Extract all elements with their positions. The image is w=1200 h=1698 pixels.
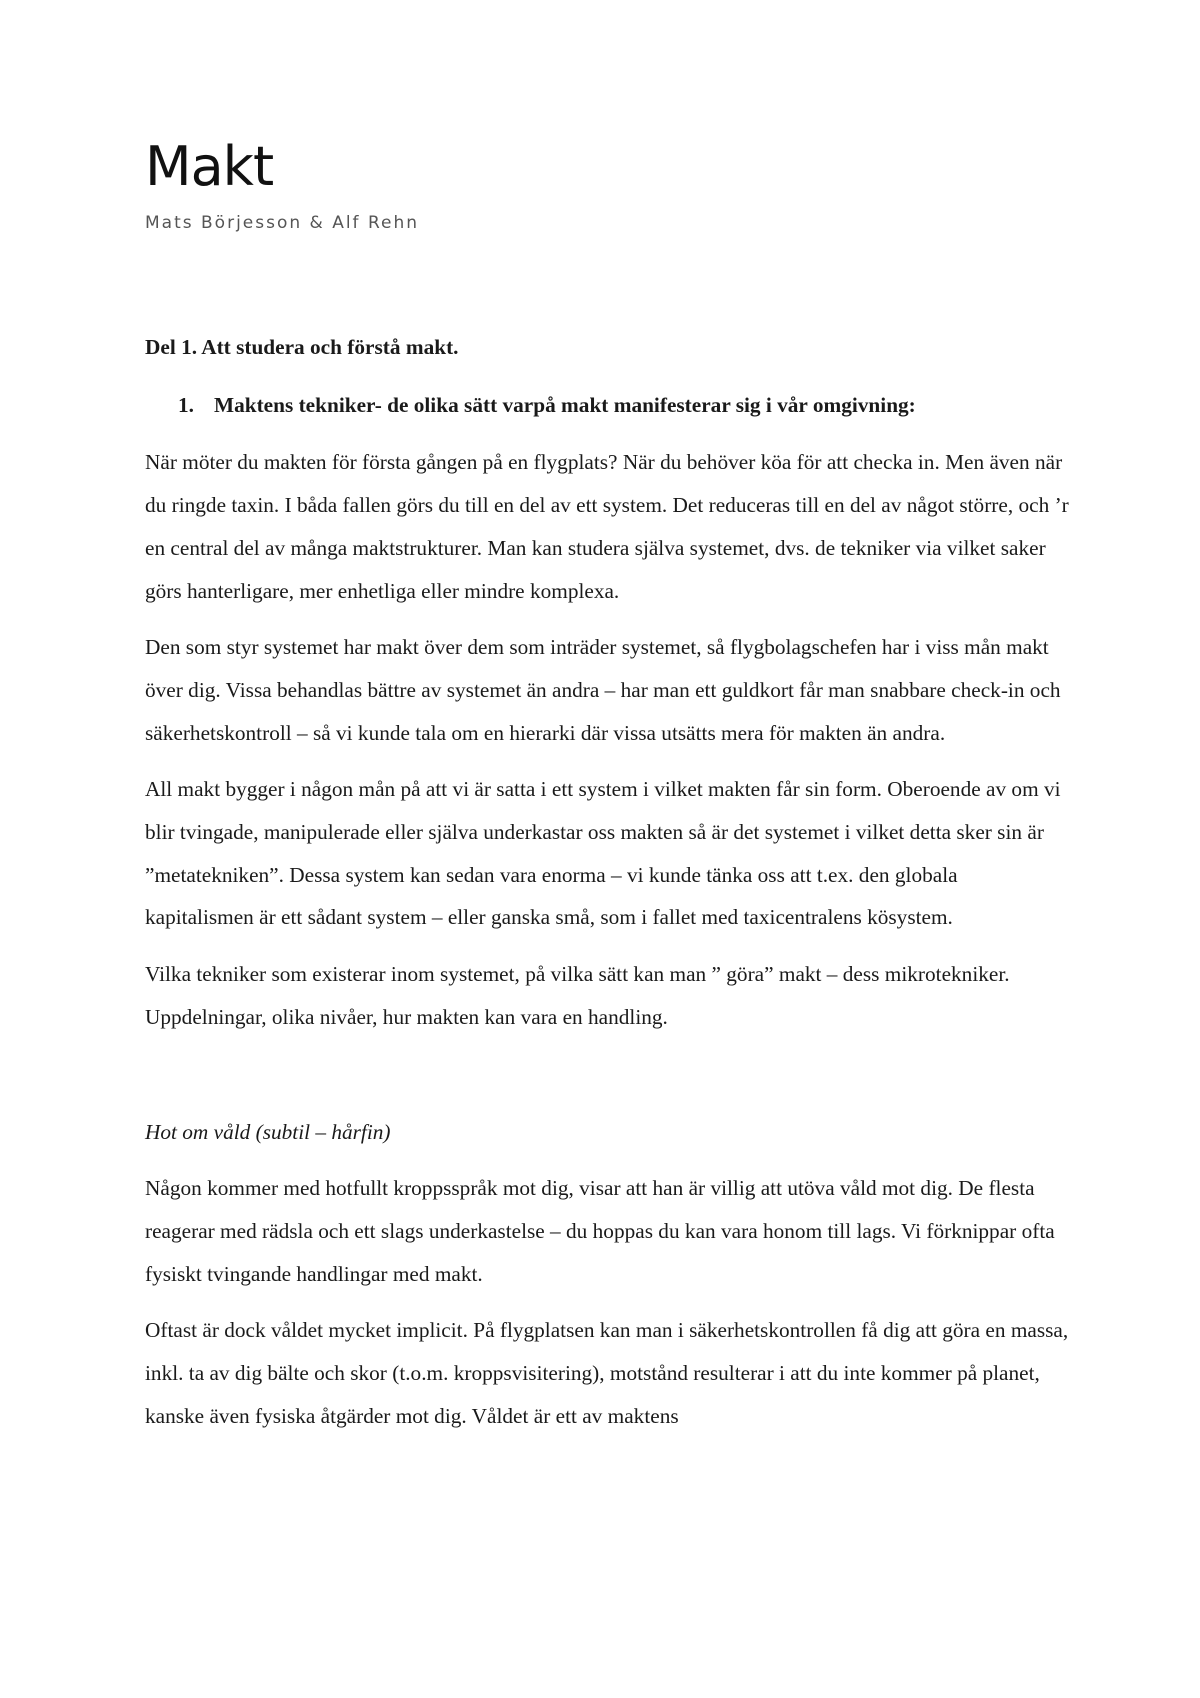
document-body [145, 326, 1070, 1451]
paragraph: Oftast är dock våldet mycket implicit. På flygplatsen kan man i säkerhetskontrollen få dig att göra en massa, inkl. ta av dig bälte och skor (t.o.m. kroppsvisitering), motstånd resulterar i att du inte kommer på planet, kanske även fysiska åtgärder mot dig. Våldet är ett av maktens [145, 1318, 1069, 1428]
paragraph: Vilka tekniker som existerar inom systemet, på vilka sätt kan man ” göra” makt – dess mikrotekniker. Uppdelningar, olika nivåer, hur makten kan vara en handling. [145, 962, 1010, 1029]
italic-subheading: Hot om våld (subtil – hårfin) [145, 1119, 391, 1144]
section-heading: Del 1. Att studera och förstå makt. [145, 335, 459, 359]
paragraph: All makt bygger i någon mån på att vi är satta i ett system i vilket makten får sin form. Oberoende av om vi blir tvingade, manipulerade eller själva underkastar oss makten så är det systemet i vilket detta sker sin är ”metatekniken”. Dessa system kan sedan vara enorma – vi kunde tänka oss att t.ex. den globala kapitalismen är ett sådant system – eller ganska små, som i fallet med taxicentralens kösystem. [145, 777, 1061, 930]
paragraph: Någon kommer med hotfullt kroppsspråk mot dig, visar att han är villig att utöva våld mot dig. De flesta reagerar med rädsla och ett slags underkastelse – du hoppas du kan vara honom till lags. Vi förknippar ofta fysiskt tvingande handlingar med makt. [145, 1176, 1055, 1286]
paragraph: När möter du makten för första gången på en flygplats? När du behöver köa för att checka in. Men även när du ringde taxin. I båda fallen görs du till en del av ett system. Det reduceras till en del av något större, och ’r en central del av många maktstrukturer. Man kan studera själva systemet, dvs. de tekniker via vilket saker görs hanterligare, mer enhetliga eller mindre komplexa. [145, 450, 1069, 603]
list-item-text: Maktens tekniker- de olika sätt varpå makt manifesterar sig i vår omgivning: [214, 392, 916, 417]
list-item-number: 1. [178, 392, 194, 417]
paragraph: Den som styr systemet har makt över dem som inträder systemet, så flygbolagschefen har i viss mån makt över dig. Vissa behandlas bättre av systemet än andra – har man ett guldkort får man snabbare check-in och säkerhetskontroll – så vi kunde tala om en hierarki där vissa utsätts mera för makten än andra. [145, 635, 1061, 745]
document-title: Makt [145, 135, 274, 198]
document-authors: Mats Börjesson & Alf Rehn [145, 213, 419, 233]
numbered-list-item [145, 384, 1070, 427]
